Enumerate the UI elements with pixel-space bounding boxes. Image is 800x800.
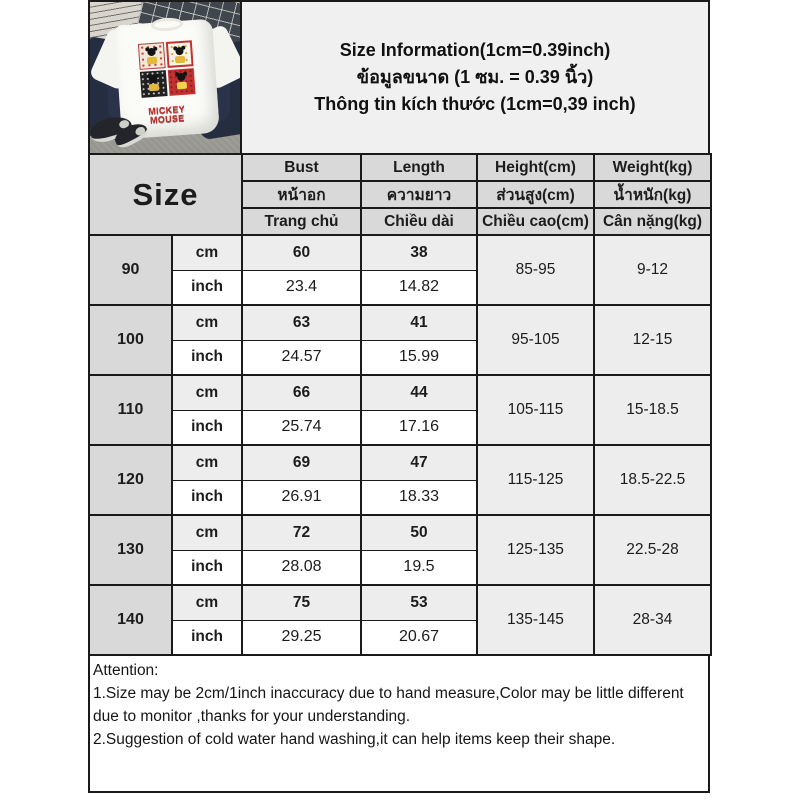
unit-cm: cm xyxy=(172,515,242,550)
size-value: 140 xyxy=(89,585,172,655)
attention-note-1: 1.Size may be 2cm/1inch inaccuracy due to hand measure,Color may be little different due to monitor ,thanks for your understanding. xyxy=(93,685,684,725)
mickey-figure xyxy=(175,47,184,56)
print-panel xyxy=(138,42,166,70)
length-inch: 14.82 xyxy=(361,270,477,305)
bust-cm: 69 xyxy=(242,445,361,480)
col-header-bust: Bust xyxy=(242,154,361,181)
length-cm: 41 xyxy=(361,305,477,340)
table-row xyxy=(89,445,711,480)
length-inch: 20.67 xyxy=(361,620,477,655)
size-table xyxy=(88,153,712,656)
mickey-figure xyxy=(177,73,186,82)
length-cm: 44 xyxy=(361,375,477,410)
mickey-figure xyxy=(147,48,156,57)
col-header-length-th: ความยาว xyxy=(361,181,477,208)
unit-inch: inch xyxy=(172,550,242,585)
title-english: Size Information(1cm=0.39inch) xyxy=(339,40,611,60)
print-panel xyxy=(166,40,194,68)
title-thai: ข้อมูลขนาด (1 ซม. = 0.39 นิ้ว) xyxy=(356,67,594,87)
attention-note-2: 2.Suggestion of cold water hand washing,it can help items keep their shape. xyxy=(93,731,616,748)
unit-inch: inch xyxy=(172,410,242,445)
length-inch: 19.5 xyxy=(361,550,477,585)
top-block xyxy=(88,0,710,155)
col-header-height-vi: Chiều cao(cm) xyxy=(477,208,594,235)
table-row xyxy=(89,235,711,270)
bust-cm: 63 xyxy=(242,305,361,340)
bust-cm: 66 xyxy=(242,375,361,410)
col-header-weight-th: น้ำหนัก(kg) xyxy=(594,181,711,208)
mickey-print-panels xyxy=(138,40,196,106)
col-header-weight-vi: Cân nặng(kg) xyxy=(594,208,711,235)
size-header-cell: Size xyxy=(89,154,242,235)
col-header-length: Length xyxy=(361,154,477,181)
height-range: 105-115 xyxy=(477,375,594,445)
length-inch: 17.16 xyxy=(361,410,477,445)
col-header-weight: Weight(kg) xyxy=(594,154,711,181)
table-row xyxy=(89,375,711,410)
bust-cm: 75 xyxy=(242,585,361,620)
logo-line2: MOUSE xyxy=(149,112,185,126)
mickey-figure xyxy=(149,75,158,84)
bust-cm: 60 xyxy=(242,235,361,270)
product-photo xyxy=(88,0,242,155)
bust-inch: 28.08 xyxy=(242,550,361,585)
header-row-english xyxy=(89,154,711,181)
col-header-bust-vi: Trang chủ xyxy=(242,208,361,235)
bust-inch: 26.91 xyxy=(242,480,361,515)
length-inch: 18.33 xyxy=(361,480,477,515)
unit-inch: inch xyxy=(172,620,242,655)
weight-range: 28-34 xyxy=(594,585,711,655)
title-vietnamese: Thông tin kích thước (1cm=0,39 inch) xyxy=(314,94,636,114)
print-panel xyxy=(168,68,196,96)
length-cm: 50 xyxy=(361,515,477,550)
unit-inch: inch xyxy=(172,340,242,375)
bust-inch: 23.4 xyxy=(242,270,361,305)
size-value: 90 xyxy=(89,235,172,305)
weight-range: 22.5-28 xyxy=(594,515,711,585)
print-panel xyxy=(140,70,168,98)
height-range: 135-145 xyxy=(477,585,594,655)
weight-range: 18.5-22.5 xyxy=(594,445,711,515)
col-header-height-th: ส่วนสูง(cm) xyxy=(477,181,594,208)
length-inch: 15.99 xyxy=(361,340,477,375)
table-row xyxy=(89,305,711,340)
bust-inch: 24.57 xyxy=(242,340,361,375)
size-value: 120 xyxy=(89,445,172,515)
unit-inch: inch xyxy=(172,480,242,515)
weight-range: 15-18.5 xyxy=(594,375,711,445)
height-range: 125-135 xyxy=(477,515,594,585)
col-header-length-vi: Chiều dài xyxy=(361,208,477,235)
length-cm: 47 xyxy=(361,445,477,480)
height-range: 115-125 xyxy=(477,445,594,515)
length-cm: 53 xyxy=(361,585,477,620)
size-chart-sheet xyxy=(88,0,710,793)
size-value: 110 xyxy=(89,375,172,445)
unit-cm: cm xyxy=(172,235,242,270)
unit-cm: cm xyxy=(172,585,242,620)
table-row xyxy=(89,515,711,550)
weight-range: 9-12 xyxy=(594,235,711,305)
height-range: 95-105 xyxy=(477,305,594,375)
unit-cm: cm xyxy=(172,445,242,480)
length-cm: 38 xyxy=(361,235,477,270)
height-range: 85-95 xyxy=(477,235,594,305)
bust-cm: 72 xyxy=(242,515,361,550)
table-row xyxy=(89,585,711,620)
bust-inch: 25.74 xyxy=(242,410,361,445)
size-value: 130 xyxy=(89,515,172,585)
attention-heading: Attention: xyxy=(93,662,159,679)
col-header-height: Height(cm) xyxy=(477,154,594,181)
attention-box xyxy=(88,654,710,793)
unit-cm: cm xyxy=(172,375,242,410)
title-box xyxy=(240,0,710,155)
size-value: 100 xyxy=(89,305,172,375)
logo-line1: MICKEY xyxy=(147,103,186,117)
bust-inch: 29.25 xyxy=(242,620,361,655)
col-header-bust-th: หน้าอก xyxy=(242,181,361,208)
unit-cm: cm xyxy=(172,305,242,340)
unit-inch: inch xyxy=(172,270,242,305)
weight-range: 12-15 xyxy=(594,305,711,375)
